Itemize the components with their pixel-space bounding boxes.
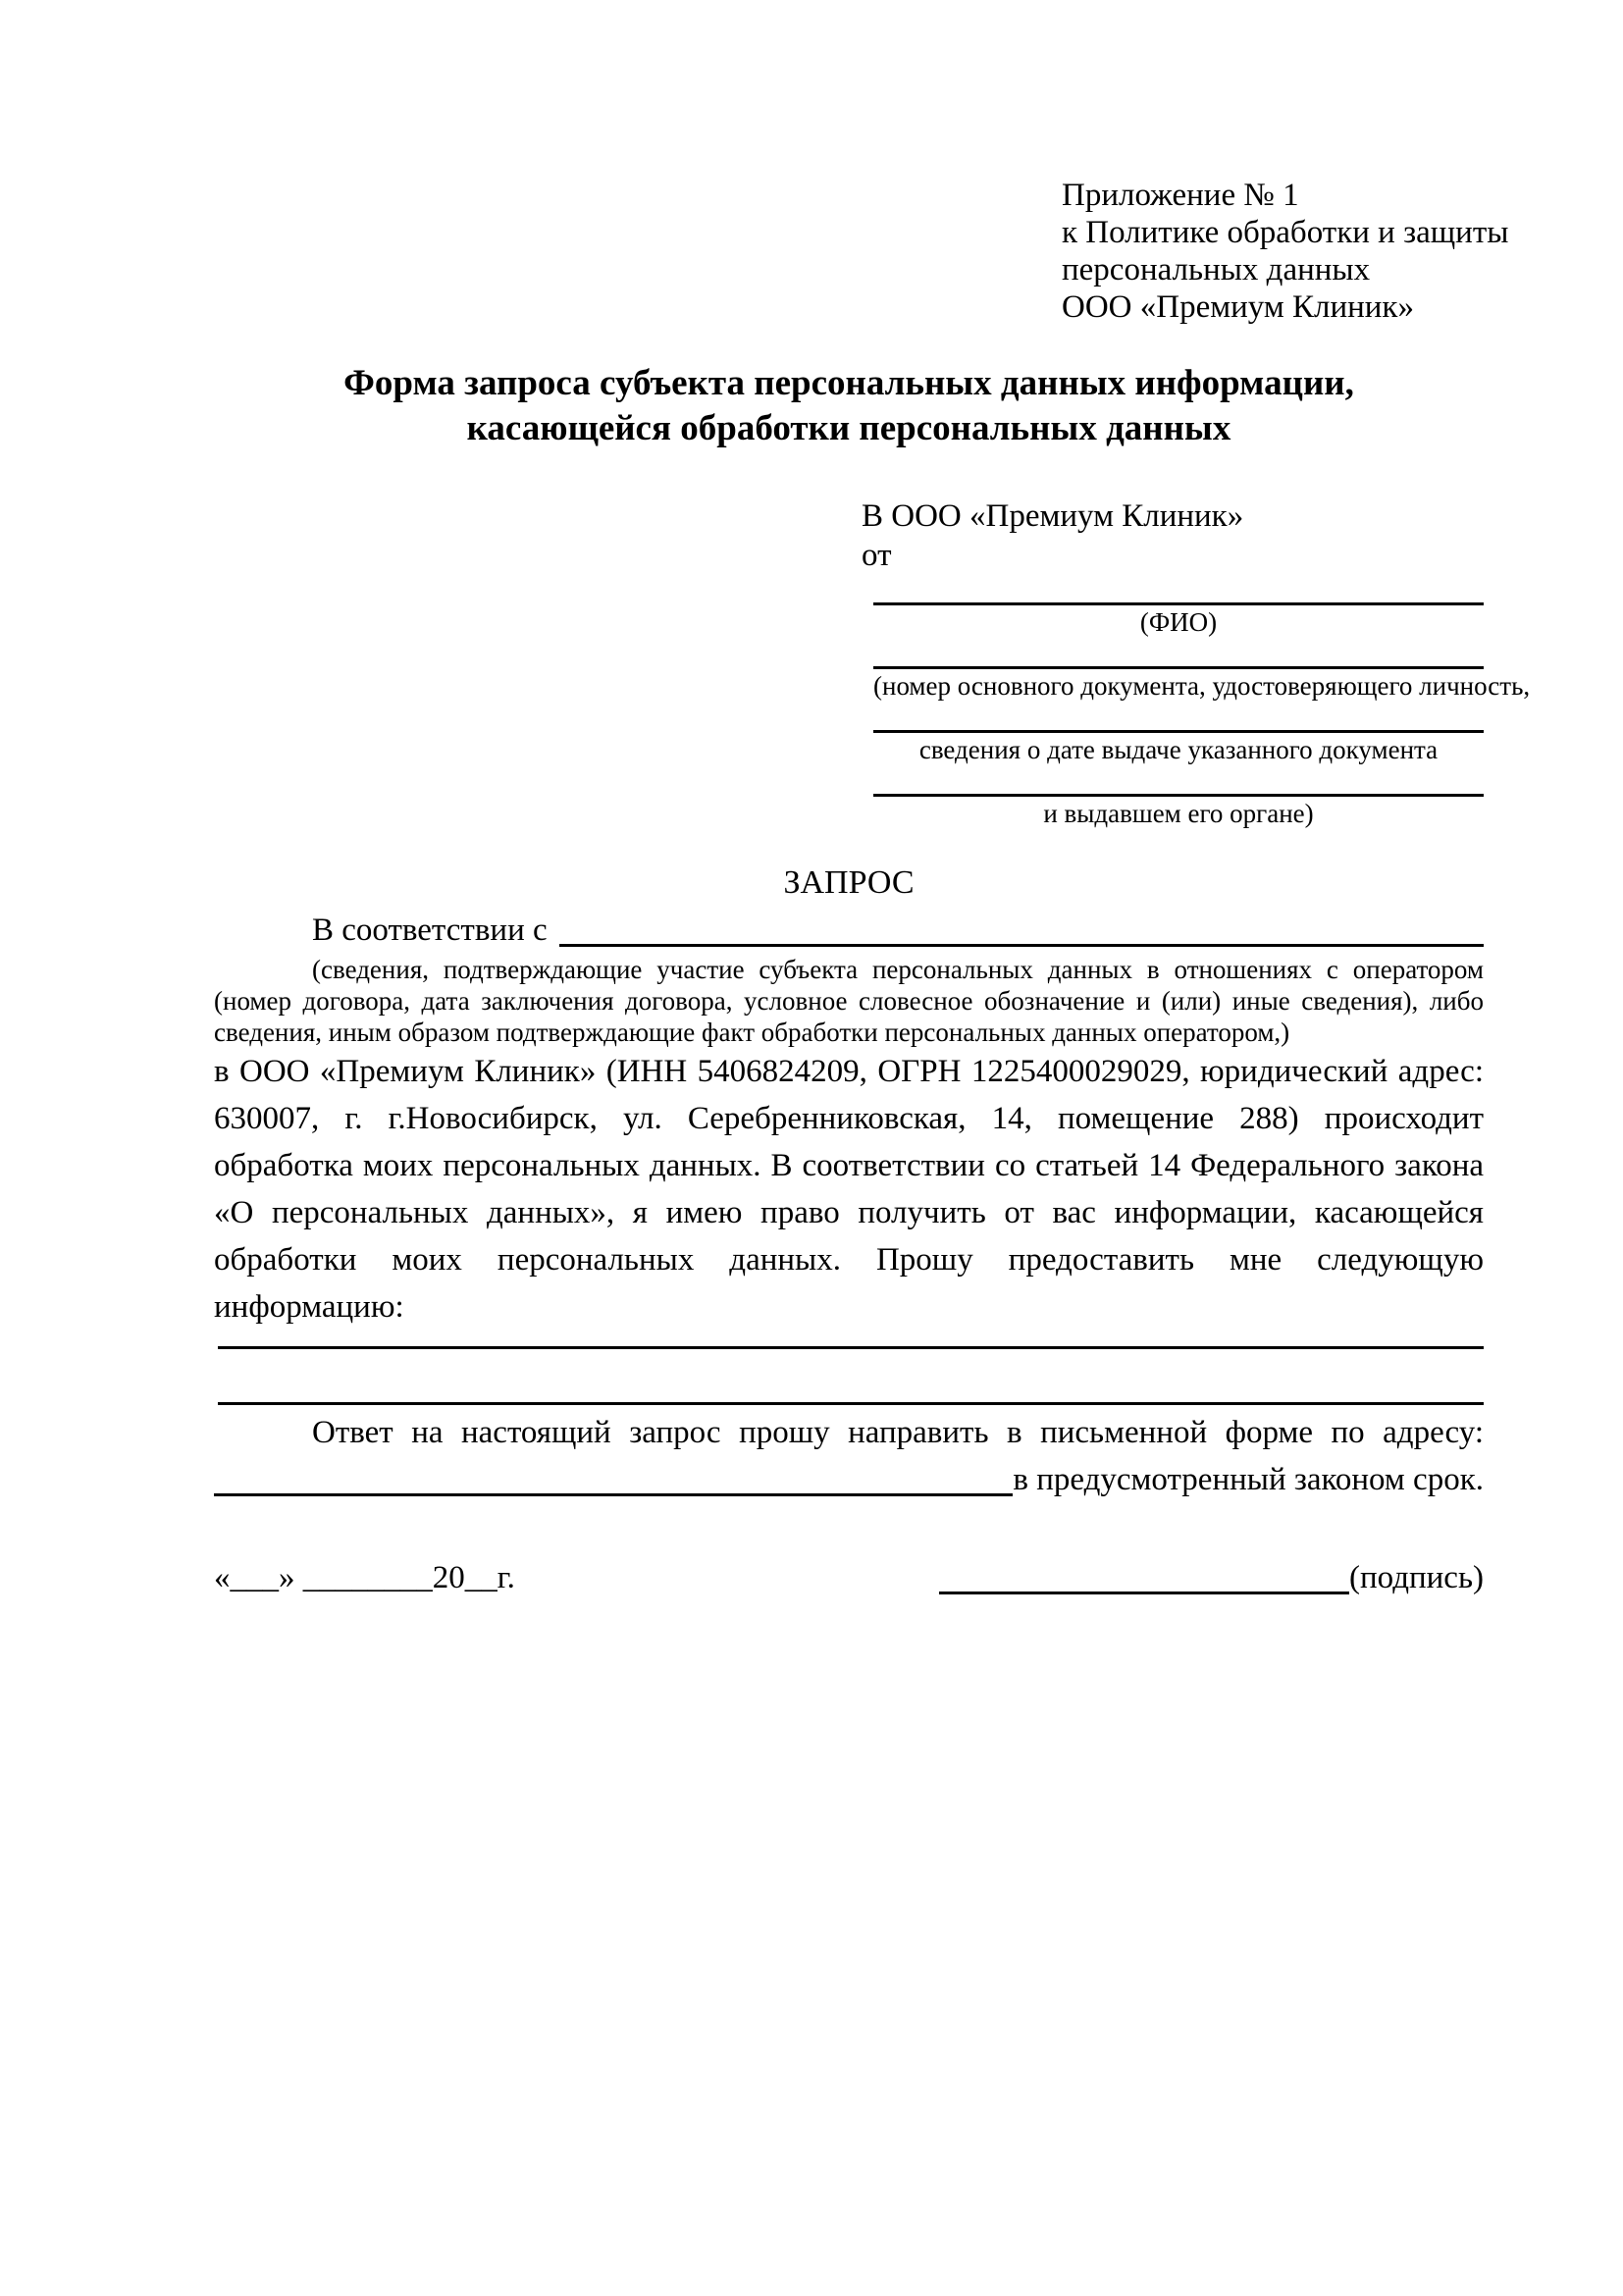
signature-caption: (подпись) — [1349, 1560, 1484, 1595]
appendix-line-3: персональных данных — [1062, 252, 1371, 287]
appendix-line-1: Приложение № 1 — [1062, 178, 1299, 213]
accordance-line — [214, 907, 1484, 954]
addressee-company: В ООО «Премиум Клиник» — [862, 498, 1244, 534]
fio-field-caption: (ФИО) — [1139, 607, 1218, 637]
id-document-number-field — [862, 666, 1531, 703]
signature-line — [939, 1592, 1349, 1594]
fio-field — [862, 602, 1484, 639]
date-blank: «___» ________20__г. — [214, 1560, 515, 1595]
document-title-line-2: касающейся обработки персональных данных — [466, 408, 1231, 448]
id-document-authority-caption: и выдавшем его органе) — [1043, 799, 1314, 828]
document-title-line-1: Форма запроса субъекта персональных данных информации, — [343, 363, 1354, 403]
appendix-line-4: ООО «Премиум Клиник» — [1062, 289, 1414, 325]
from-label: от — [862, 538, 892, 573]
id-document-authority-field — [862, 794, 1484, 830]
info-blank-line-1 — [218, 1346, 1484, 1349]
date-signature-row — [214, 1554, 1484, 1601]
fine-print-note: (сведения, подтверждающие участие субъекта персональных данных в отношениях с оператором (номер договора, дата заключения договора, условное словесное обозначение и (или) иные сведения), либо сведения, иным образом подтверждающие факт обработки персональных данных оператором,) — [214, 955, 1484, 1047]
info-blank-line-2 — [218, 1402, 1484, 1405]
reply-address-blank-line — [214, 1456, 1013, 1496]
accordance-blank-line — [559, 907, 1484, 947]
addressee-block — [862, 496, 1531, 830]
document-title — [214, 361, 1484, 451]
reply-instruction: Ответ на настоящий запрос прошу направить в письменной форме по адресу: — [312, 1415, 1484, 1450]
id-document-date-caption: сведения о дате выдаче указанного документа — [918, 735, 1439, 764]
id-document-date-field — [862, 730, 1484, 766]
appendix-block — [1062, 177, 1509, 326]
accordance-prefix: В соответствии с — [312, 913, 548, 948]
reply-address-row — [214, 1456, 1484, 1503]
signature-group — [939, 1554, 1484, 1601]
id-document-number-caption: (номер основного документа, удостоверяющего личность, — [873, 671, 1531, 701]
appendix-line-2: к Политике обработки и защиты — [1062, 215, 1509, 250]
request-heading: ЗАПРОС — [783, 864, 915, 901]
reply-suffix: в предусмотренный законом срок. — [1013, 1462, 1484, 1497]
body-paragraph: в ООО «Премиум Клиник» (ИНН 5406824209, ОГРН 1225400029029, юридический адрес: 630007, г. г.Новосибирск, ул. Серебренниковская, 14, помещение 288) происходит обработка моих персональных данных. В соответствии со статьей 14 Федерального закона «О персональных данных», я имею право получить от вас информации, касающейся обработки моих персональных данных. Прошу предоставить мне следующую информацию: — [214, 1054, 1484, 1325]
